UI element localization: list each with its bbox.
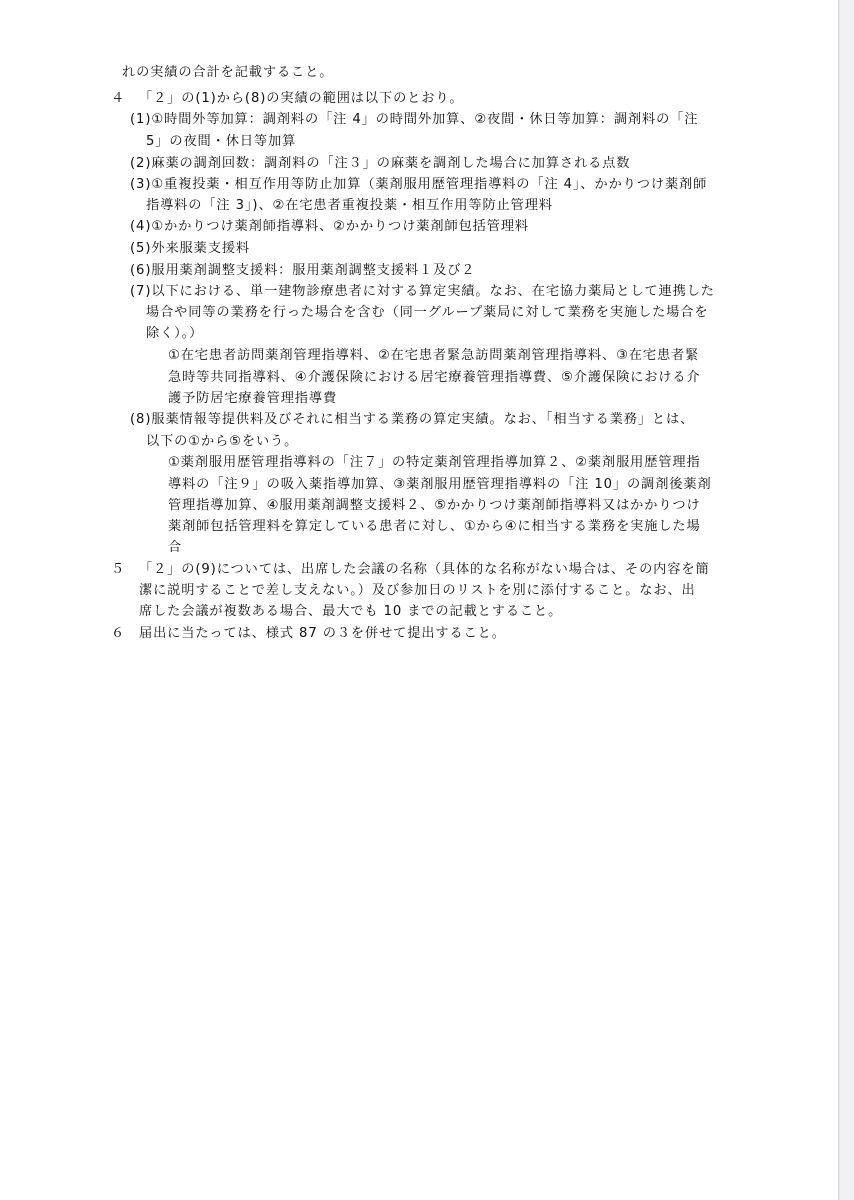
item-7-line-3: 除く）。） [146, 326, 204, 341]
note-6 [111, 624, 506, 644]
item-8-line-1: (8)服薬情報等提供料及びそれに相当する業務の算定実績。なお、「相当する業務」とは、 [130, 412, 695, 427]
note-text: 「２」の(9)については、出席した会議の名称（具体的な名称がない場合は、その内容を簡 [139, 562, 710, 577]
note-5-line-3: 席した会議が複数ある場合、最大でも 10 までの記載とすること。 [139, 604, 563, 619]
note-number: ４ [111, 91, 126, 106]
note-3-continuation: れの実績の合計を記載すること。 [122, 65, 334, 80]
note-text: 届出に当たっては、様式 87 の３を併せて提出すること。 [139, 626, 506, 641]
item-8-sub-line-3: 管理指導加算、④服用薬剤調整支援料２、⑤かかりつけ薬剤師指導料又はかかりつけ [168, 498, 701, 513]
item-3-line-1: (3)①重複投薬・相互作用等防止加算（薬剤服用歴管理指導料の「注 4」、かかりつけ薬剤師 [130, 177, 708, 192]
note-5-line-2: 潔に説明することで差し支えない。）及び参加日のリストを別に添付すること。なお、出 [139, 583, 696, 598]
item-5: (5)外来服薬支援料 [130, 241, 250, 256]
note-number: ６ [111, 626, 126, 641]
item-1-line-1: (1)①時間外等加算：調剤料の「注 4」の時間外加算、②夜間・休日等加算：調剤料の「注 [130, 112, 699, 127]
item-7-line-1: (7)以下における、単一建物診療患者に対する算定実績。なお、在宅協力薬局として連携した [130, 284, 715, 299]
item-8-sub-line-1: ①薬剤服用歴管理指導料の「注７」の特定薬剤管理指導加算２、②薬剤服用歴管理指 [168, 455, 701, 470]
item-8-sub-line-4: 薬剤師包括管理料を算定している患者に対し、①から④に相当する業務を実施した場 [168, 519, 701, 534]
item-8-line-2: 以下の①から⑤をいう。 [146, 434, 299, 449]
item-7-sub-line-3: 護予防居宅療養管理指導費 [168, 391, 338, 406]
item-7-sub-line-1: ①在宅患者訪問薬剤管理指導料、②在宅患者緊急訪問薬剤管理指導料、③在宅患者緊 [168, 348, 700, 363]
viewer-scrollbar[interactable] [840, 0, 854, 1200]
item-7-sub-line-2: 急時等共同指導料、④介護保険における居宅療養管理指導費、⑤介護保険における介 [168, 370, 701, 385]
item-2: (2)麻薬の調剤回数：調剤料の「注３」の麻薬を調剤した場合に加算される点数 [130, 156, 631, 171]
item-7-line-2: 場合や同等の業務を行った場合を含む（同一グループ薬局に対して業務を実施した場合を [146, 305, 709, 320]
item-8-sub-line-5: 合 [168, 540, 183, 555]
note-number: ５ [111, 562, 126, 577]
item-4: (4)①かかりつけ薬剤師指導料、②かかりつけ薬剤師包括管理料 [130, 219, 530, 234]
note-text: 「２」の(1)から(8)の実績の範囲は以下のとおり。 [139, 91, 464, 106]
item-8-sub-line-2: 導料の「注９」の吸入薬指導加算、③薬剤服用歴管理指導料の「注 10」の調剤後薬剤 [168, 477, 712, 492]
note-4-heading [111, 89, 464, 109]
item-1-line-2: 5」の夜間・休日等加算 [146, 134, 297, 149]
item-3-line-2: 指導料の「注 3」)、②在宅患者重複投薬・相互作用等防止管理料 [146, 198, 553, 213]
item-6: (6)服用薬剤調整支援料：服用薬剤調整支援料１及び２ [130, 263, 476, 278]
note-5-line-1 [111, 560, 710, 580]
